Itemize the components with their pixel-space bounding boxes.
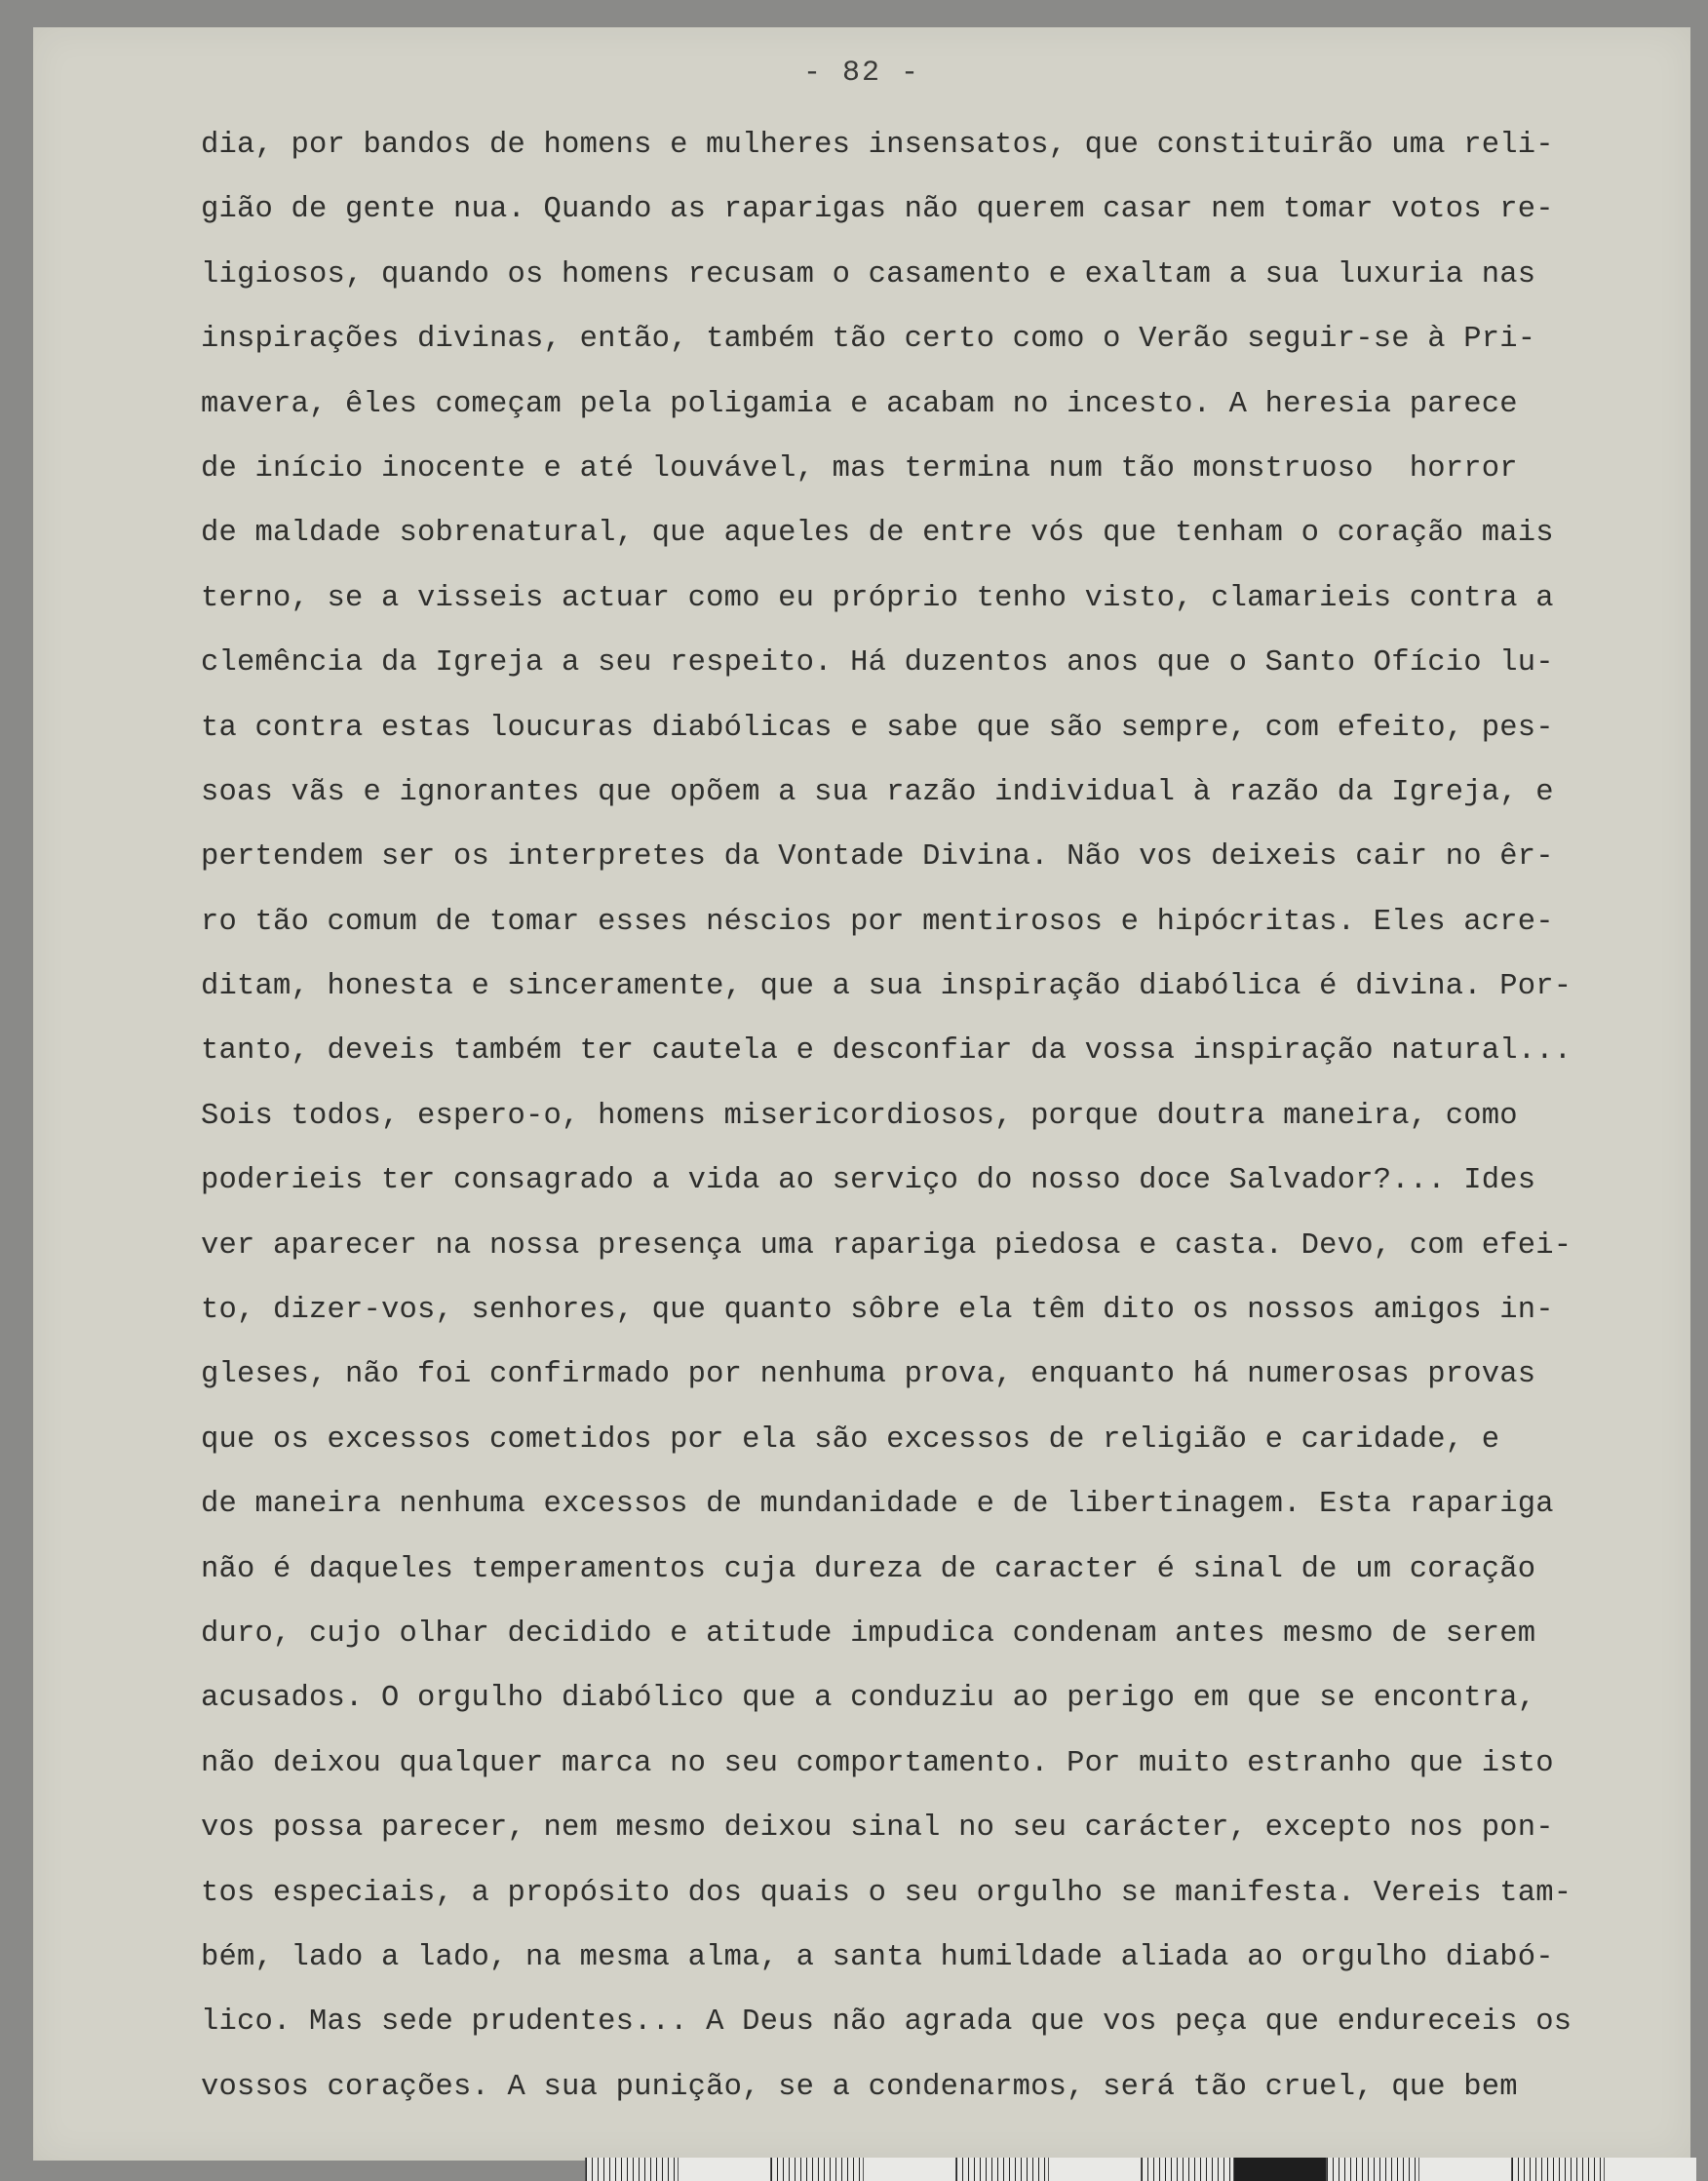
scan-scale-bar (585, 2158, 1696, 2181)
text-line: acusados. O orgulho diabólico que a conduziu ao perigo em que se encontra, (201, 1682, 1536, 1716)
text-line: dia, por bandos de homens e mulheres insensatos, que constituirão uma reli- (201, 129, 1554, 162)
text-line: poderieis ter consagrado a vida ao serviço do nosso doce Salvador?... Ides (201, 1164, 1536, 1198)
scale-segment (955, 2158, 1048, 2181)
text-line: clemência da Igreja a seu respeito. Há duzentos anos que o Santo Ofício lu- (201, 646, 1554, 681)
text-line: ver aparecer na nossa presença uma rapariga piedosa e casta. Devo, com efei- (201, 1228, 1572, 1263)
text-line: lico. Mas sede prudentes... A Deus não agrada que vos peça que endureceis os (201, 2006, 1572, 2040)
text-line: duro, cujo olhar decidido e atitude impudica condenam antes mesmo de serem (201, 1616, 1536, 1651)
text-line: mavera, êles começam pela poligamia e acabam no incesto. A heresia parece (201, 387, 1518, 421)
scale-segment (1418, 2158, 1511, 2181)
text-line: ta contra estas loucuras diabólicas e sabe que são sempre, com efeito, pes- (201, 711, 1554, 745)
text-line: tanto, deveis também ter cautela e desconfiar da vossa inspiração natural... (201, 1034, 1572, 1069)
typewritten-page (33, 27, 1690, 2161)
text-line: de maldade sobrenatural, que aqueles de entre vós que tenham o coração mais (201, 517, 1554, 551)
text-line: tos especiais, a propósito dos quais o seu orgulho se manifesta. Vereis tam- (201, 1876, 1572, 1910)
text-line: gleses, não foi confirmado por nenhuma prova, enquanto há numerosas provas (201, 1358, 1536, 1392)
page-number: - 82 - (802, 57, 921, 90)
scale-segment (1604, 2158, 1696, 2181)
text-line: pertendem ser os interpretes da Vontade Divina. Não vos deixeis cair no êr- (201, 840, 1554, 875)
text-line: vos possa parecer, nem mesmo deixou sinal no seu carácter, excepto nos pon- (201, 1811, 1554, 1846)
scale-segment (678, 2158, 770, 2181)
text-line: soas vãs e ignorantes que opõem a sua razão individual à razão da Igreja, e (201, 775, 1554, 809)
scale-block (1233, 2158, 1326, 2181)
scale-segment (863, 2158, 955, 2181)
text-line: Sois todos, espero-o, homens misericordiosos, porque doutra maneira, como (201, 1099, 1518, 1133)
scale-segment (770, 2158, 863, 2181)
text-line: to, dizer-vos, senhores, que quanto sôbre ela têm dito os nossos amigos in- (201, 1294, 1554, 1328)
text-line: de início inocente e até louvável, mas termina num tão monstruoso horror (201, 451, 1518, 486)
page-text-body (201, 113, 1673, 2120)
text-line: gião de gente nua. Quando as raparigas não querem casar nem tomar votos re- (201, 193, 1554, 227)
scale-segment (1048, 2158, 1141, 2181)
text-line: não deixou qualquer marca no seu comportamento. Por muito estranho que isto (201, 1746, 1554, 1780)
text-line: ro tão comum de tomar esses néscios por mentirosos e hipócritas. Eles acre- (201, 905, 1554, 939)
text-line: vossos corações. A sua punição, se a condenarmos, será tão cruel, que bem (201, 2070, 1518, 2104)
text-line: não é daqueles temperamentos cuja dureza de caracter é sinal de um coração (201, 1552, 1536, 1586)
text-line: ligiosos, quando os homens recusam o casamento e exaltam a sua luxuria nas (201, 257, 1536, 292)
scale-block (1326, 2158, 1418, 2181)
text-line: bém, lado a lado, na mesma alma, a santa humildade aliada ao orgulho diabó- (201, 1940, 1554, 1974)
text-line: de maneira nenhuma excessos de mundanidade e de libertinagem. Esta rapariga (201, 1488, 1554, 1522)
text-line: ditam, honesta e sinceramente, que a sua inspiração diabólica é divina. Por- (201, 970, 1572, 1004)
scale-segment (1511, 2158, 1604, 2181)
text-line: inspirações divinas, então, também tão certo como o Verão seguir-se à Pri- (201, 323, 1536, 357)
text-line: terno, se a visseis actuar como eu próprio tenho visto, clamarieis contra a (201, 581, 1554, 615)
text-line: que os excessos cometidos por ela são excessos de religião e caridade, e (201, 1422, 1500, 1457)
scale-segment (585, 2158, 678, 2181)
scale-block (1141, 2158, 1233, 2181)
